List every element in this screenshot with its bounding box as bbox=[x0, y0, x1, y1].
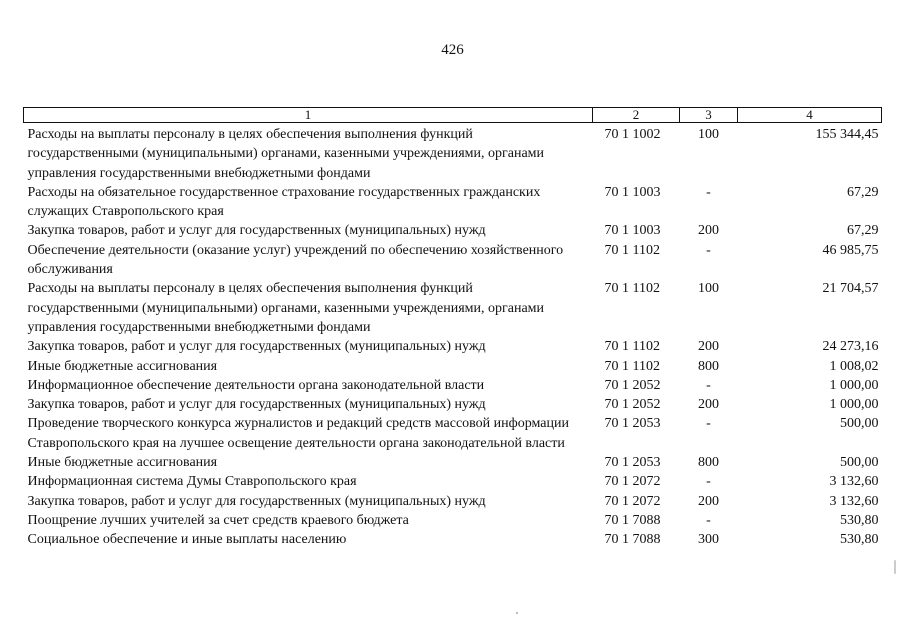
row-code-cell: 70 1 2053 bbox=[604, 416, 661, 432]
row-code-cell: 70 1 2072 bbox=[604, 474, 661, 490]
table-row bbox=[24, 183, 882, 222]
row-type-cell: 300 bbox=[698, 532, 719, 548]
row-type-cell: 200 bbox=[698, 223, 719, 239]
row-code-cell: 70 1 1003 bbox=[604, 184, 661, 200]
scan-speck bbox=[516, 612, 518, 614]
row-code-cell: 70 1 2053 bbox=[604, 455, 661, 471]
row-code-cell: 70 1 1003 bbox=[604, 223, 661, 239]
row-amount-cell: 530,80 bbox=[840, 532, 879, 548]
table-row bbox=[24, 492, 882, 511]
row-amount-cell: 1 008,02 bbox=[829, 358, 879, 374]
page-number: 426 bbox=[441, 42, 464, 58]
table-body bbox=[24, 123, 882, 550]
table-row bbox=[24, 376, 882, 395]
column-header-3: 3 bbox=[680, 108, 738, 123]
row-amount-cell: 1 000,00 bbox=[829, 377, 879, 393]
row-type-cell: - bbox=[706, 512, 711, 528]
row-amount-cell: 155 344,45 bbox=[815, 127, 879, 142]
table-row bbox=[24, 279, 882, 337]
row-name-cell: Закупка товаров, работ и услуг для государственных (муниципальных) нужд bbox=[27, 339, 486, 355]
row-code-cell: 70 1 2072 bbox=[604, 493, 661, 509]
row-code-cell: 70 1 7088 bbox=[604, 532, 661, 548]
row-name-cell: Расходы на выплаты персоналу в целях обеспечения выполнения функций государственными (муниципальными) органами, казенными учреждениями, органами управления государственными внебюджетными фондами bbox=[27, 127, 545, 181]
column-header-4: 4 bbox=[738, 108, 882, 123]
row-name-cell: Закупка товаров, работ и услуг для государственных (муниципальных) нужд bbox=[27, 223, 486, 239]
column-header-1: 1 bbox=[24, 108, 593, 123]
table-row bbox=[24, 123, 882, 183]
row-code-cell: 70 1 7088 bbox=[604, 512, 661, 528]
row-name-cell: Иные бюджетные ассигнования bbox=[27, 455, 218, 471]
row-type-cell: - bbox=[706, 242, 711, 258]
table-row bbox=[24, 221, 882, 240]
row-code-cell: 70 1 2052 bbox=[604, 377, 661, 393]
row-code-cell: 70 1 1002 bbox=[604, 127, 661, 142]
row-amount-cell: 500,00 bbox=[840, 455, 879, 471]
row-type-cell: - bbox=[706, 416, 711, 432]
row-type-cell: - bbox=[706, 377, 711, 393]
row-amount-cell: 67,29 bbox=[847, 184, 879, 200]
table-row bbox=[24, 453, 882, 472]
row-name-cell: Социальное обеспечение и иные выплаты населению bbox=[27, 532, 347, 548]
table-row bbox=[24, 414, 882, 453]
table-row bbox=[24, 395, 882, 414]
row-name-cell: Иные бюджетные ассигнования bbox=[27, 358, 218, 374]
row-type-cell: 100 bbox=[698, 281, 719, 297]
row-type-cell: 800 bbox=[698, 455, 719, 471]
row-name-cell: Поощрение лучших учителей за счет средств краевого бюджета bbox=[27, 512, 409, 528]
row-name-cell: Закупка товаров, работ и услуг для государственных (муниципальных) нужд bbox=[27, 493, 486, 509]
row-code-cell: 70 1 2052 bbox=[604, 397, 661, 413]
row-code-cell: 70 1 1102 bbox=[604, 281, 660, 297]
row-type-cell: 800 bbox=[698, 358, 719, 374]
table-row bbox=[24, 337, 882, 356]
row-name-cell: Закупка товаров, работ и услуг для государственных (муниципальных) нужд bbox=[27, 397, 486, 413]
scan-speck bbox=[894, 560, 896, 574]
column-header-2: 2 bbox=[593, 108, 680, 123]
row-type-cell: 100 bbox=[698, 127, 719, 142]
row-name-cell: Информационное обеспечение деятельности органа законодательной власти bbox=[27, 377, 485, 393]
row-amount-cell: 46 985,75 bbox=[822, 242, 879, 258]
row-type-cell: 200 bbox=[698, 339, 719, 355]
row-name-cell: Расходы на обязательное государственное страхование государственных гражданских служащих Ставропольского края bbox=[27, 184, 541, 220]
row-amount-cell: 24 273,16 bbox=[822, 339, 879, 355]
row-name-cell: Обеспечение деятельности (оказание услуг) учреждений по обеспечению хозяйственного обслуживания bbox=[27, 242, 564, 278]
row-name-cell: Информационная система Думы Ставропольского края bbox=[27, 474, 357, 490]
budget-table bbox=[23, 107, 882, 550]
row-name-cell: Проведение творческого конкурса журналистов и редакций средств массовой информации Ставропольского края на лучшее освещение деятельности органа законодательной власти bbox=[27, 416, 569, 451]
row-amount-cell: 3 132,60 bbox=[829, 493, 879, 509]
row-amount-cell: 21 704,57 bbox=[822, 281, 879, 297]
row-name-cell: Расходы на выплаты персоналу в целях обеспечения выполнения функций государственными (муниципальными) органами, казенными учреждениями, органами управления государственными внебюджетными фондами bbox=[27, 281, 545, 335]
header-row bbox=[24, 108, 882, 123]
row-amount-cell: 67,29 bbox=[847, 223, 879, 239]
row-amount-cell: 530,80 bbox=[840, 512, 879, 528]
row-type-cell: - bbox=[706, 184, 711, 200]
row-amount-cell: 500,00 bbox=[840, 416, 879, 432]
row-type-cell: - bbox=[706, 474, 711, 490]
row-amount-cell: 1 000,00 bbox=[829, 397, 879, 413]
table-row bbox=[24, 511, 882, 530]
row-type-cell: 200 bbox=[698, 397, 719, 413]
table-header bbox=[24, 108, 882, 123]
table-row bbox=[24, 530, 882, 549]
row-code-cell: 70 1 1102 bbox=[604, 358, 660, 374]
table-row bbox=[24, 472, 882, 491]
row-amount-cell: 3 132,60 bbox=[829, 474, 879, 490]
table-row bbox=[24, 357, 882, 376]
row-type-cell: 200 bbox=[698, 493, 719, 509]
row-code-cell: 70 1 1102 bbox=[604, 242, 660, 258]
row-code-cell: 70 1 1102 bbox=[604, 339, 660, 355]
table-row bbox=[24, 241, 882, 280]
